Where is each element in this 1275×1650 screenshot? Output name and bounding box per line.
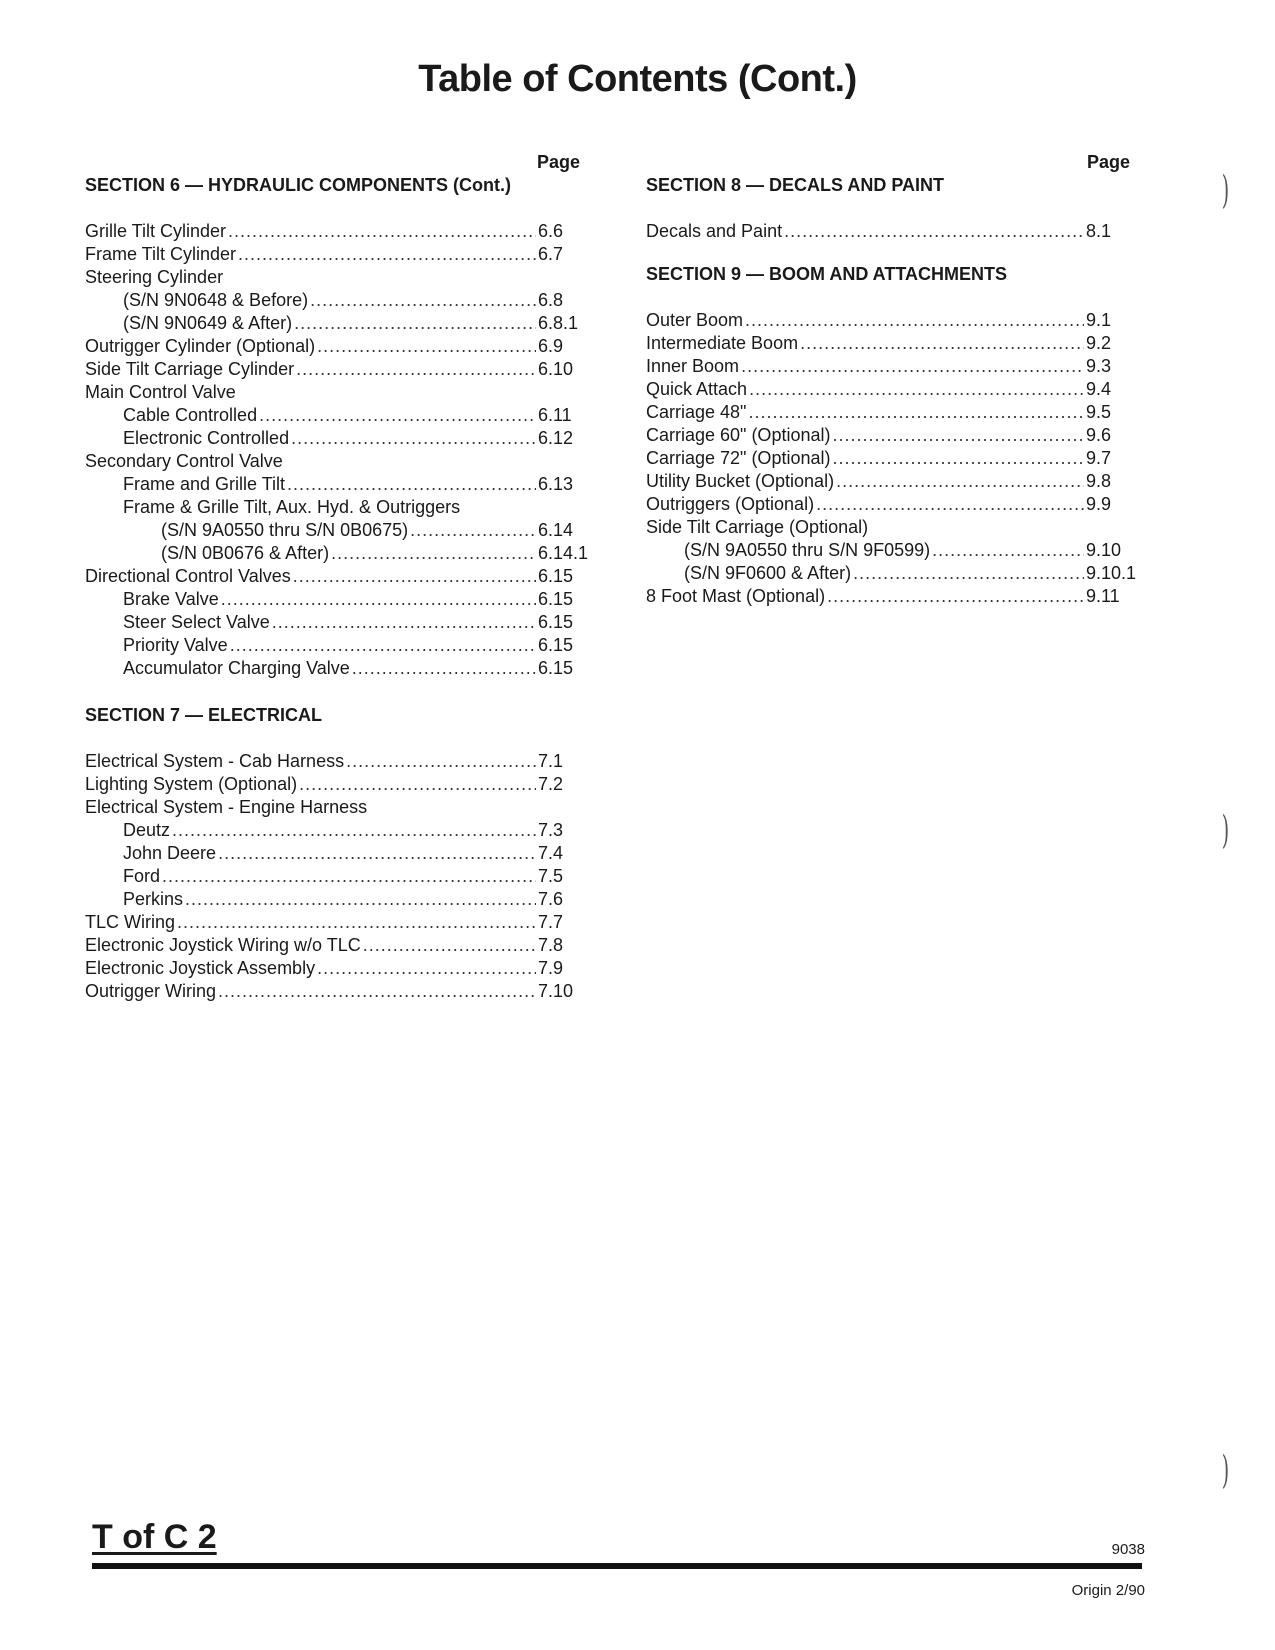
toc-entry[interactable]: Intermediate Boom ..... 9.2 [646,332,1138,355]
binder-hole-mark: ) [1221,808,1230,852]
page-column-header: Page [1086,152,1130,172]
left-column [85,150,589,1003]
toc-entry[interactable]: 8 Foot Mast (Optional) ..... 9.11 [646,585,1138,608]
toc-entry[interactable]: Carriage 48" ..... 9.5 [646,401,1138,424]
section-7-heading: SECTION 7 — ELECTRICAL [85,705,323,725]
toc-entry[interactable]: Outer Boom ..... 9.1 [646,309,1138,332]
toc-entry[interactable]: (S/N 9A0550 thru S/N 0B0675) ..... 6.14 [85,519,580,542]
toc-entry[interactable]: Cable Controlled ..... 6.11 [85,404,580,427]
toc-entry[interactable]: John Deere ..... 7.4 [85,842,580,865]
toc-entry[interactable]: Inner Boom ..... 9.3 [646,355,1138,378]
toc-entry[interactable]: Grille Tilt Cylinder ..... 6.6 [85,220,580,243]
toc-entry[interactable]: Electronic Controlled ..... 6.12 [85,427,580,450]
toc-entry[interactable]: Outriggers (Optional) ..... 9.9 [646,493,1138,516]
binder-hole-mark: ) [1221,168,1230,212]
toc-group-label: Secondary Control Valve [85,451,283,471]
toc-group-label: Main Control Valve [85,382,236,402]
footer-origin: Origin 2/90 [1071,1582,1145,1599]
toc-group-label: Frame & Grille Tilt, Aux. Hyd. & Outriggers [123,497,461,517]
section-6-heading: SECTION 6 — HYDRAULIC COMPONENTS (Cont.) [85,175,511,195]
page-column-header: Page [536,152,580,172]
toc-entry[interactable]: Priority Valve ..... 6.15 [85,634,580,657]
section-9-heading: SECTION 9 — BOOM AND ATTACHMENTS [646,264,1007,284]
toc-entry[interactable]: Decals and Paint ..... 8.1 [646,220,1138,243]
toc-entry[interactable]: TLC Wiring ..... 7.7 [85,911,580,934]
toc-entry[interactable]: Electrical System - Cab Harness ..... 7.1 [85,750,580,773]
page-title: Table of Contents (Cont.) [418,58,857,100]
toc-entry[interactable]: Outrigger Wiring ..... 7.10 [85,980,580,1003]
toc-entry[interactable]: Side Tilt Carriage Cylinder ..... 6.10 [85,358,580,381]
toc-entry[interactable]: Brake Valve ..... 6.15 [85,588,580,611]
toc-entry[interactable]: Electronic Joystick Wiring w/o TLC ..... 7.8 [85,934,580,957]
toc-entry[interactable]: (S/N 0B0676 & After) ..... 6.14.1 [85,542,580,565]
toc-group-label: Steering Cylinder [85,267,224,287]
toc-entry[interactable]: Deutz ..... 7.3 [85,819,580,842]
toc-entry[interactable]: Electronic Joystick Assembly ..... 7.9 [85,957,580,980]
binder-hole-mark: ) [1221,1448,1230,1492]
toc-entry[interactable]: Carriage 60" (Optional) ..... 9.6 [646,424,1138,447]
footer-rule [92,1563,1142,1569]
toc-entry[interactable]: (S/N 9F0600 & After) ..... 9.10.1 [646,562,1138,585]
toc-entry[interactable]: Lighting System (Optional) ..... 7.2 [85,773,580,796]
toc-entry[interactable]: Directional Control Valves ..... 6.15 [85,565,580,588]
footer-doc-number: 9038 [1111,1541,1145,1558]
section-8-heading: SECTION 8 — DECALS AND PAINT [646,175,945,195]
toc-entry[interactable]: (S/N 9A0550 thru S/N 9F0599) ..... 9.10 [646,539,1138,562]
toc-entry[interactable]: Perkins ..... 7.6 [85,888,580,911]
right-column [646,150,1138,608]
toc-entry[interactable]: Frame and Grille Tilt ..... 6.13 [85,473,580,496]
toc-entry[interactable]: Carriage 72" (Optional) ..... 9.7 [646,447,1138,470]
toc-entry[interactable]: Outrigger Cylinder (Optional) ..... 6.9 [85,335,580,358]
toc-entry[interactable]: Ford ..... 7.5 [85,865,580,888]
toc-group-label: Side Tilt Carriage (Optional) [646,517,869,537]
footer-page-code: T of C 2 [92,1518,217,1556]
toc-entry[interactable]: Steer Select Valve ..... 6.15 [85,611,580,634]
toc-entry[interactable]: Utility Bucket (Optional) ..... 9.8 [646,470,1138,493]
toc-entry[interactable]: Accumulator Charging Valve ..... 6.15 [85,657,580,680]
toc-entry[interactable]: Quick Attach ..... 9.4 [646,378,1138,401]
toc-entry[interactable]: (S/N 9N0648 & Before) ..... 6.8 [85,289,580,312]
toc-entry[interactable]: (S/N 9N0649 & After) ..... 6.8.1 [85,312,580,335]
toc-group-label: Electrical System - Engine Harness [85,797,368,817]
toc-entry[interactable]: Frame Tilt Cylinder ..... 6.7 [85,243,580,266]
